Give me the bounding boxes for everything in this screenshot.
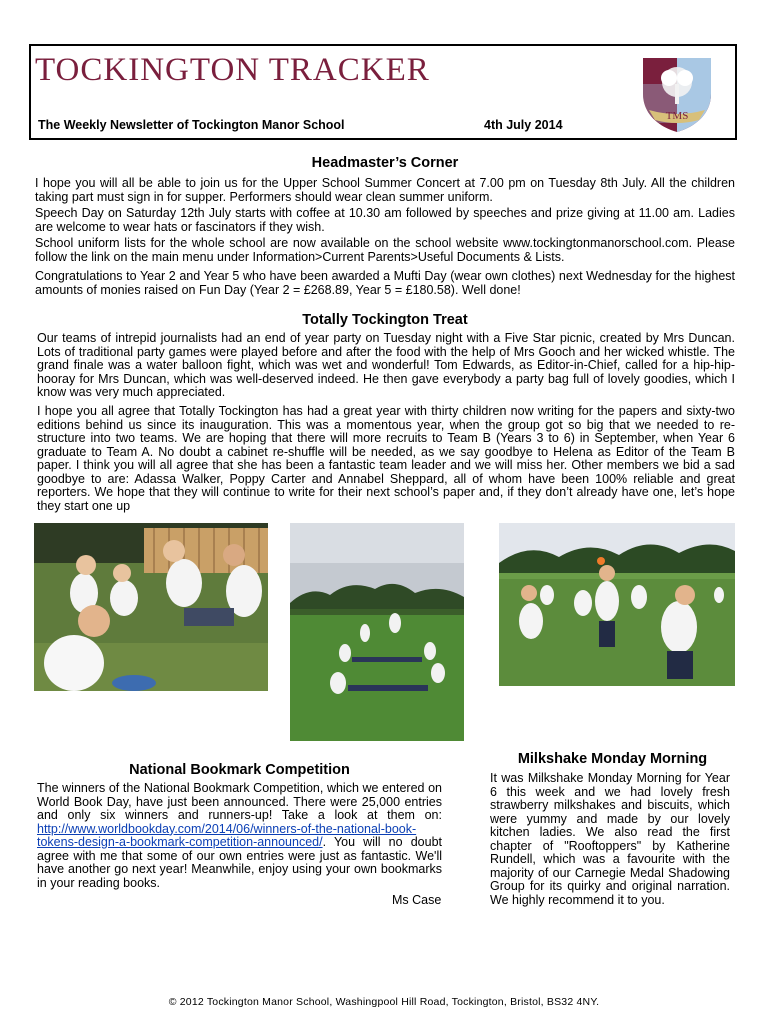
bookmark-text-intro: The winners of the National Bookmark Competition, which we entered on World Book Day, have just been announced. There were 25,000 entries and only six winners and runners-up! Take a look at them on:: [37, 781, 442, 822]
newsletter-date: 4th July 2014: [484, 118, 563, 132]
photo-water-balloon-fight: [499, 523, 735, 686]
photo-field-game: [290, 523, 464, 741]
bookmark-competition-heading: National Bookmark Competition: [129, 762, 350, 778]
newsletter-title: TOCKINGTON TRACKER: [35, 52, 430, 88]
bookmark-signature: Ms Case: [392, 893, 442, 907]
headmasters-corner-heading: Headmaster’s Corner: [311, 155, 459, 171]
headmaster-paragraph-mufti-day: Congratulations to Year 2 and Year 5 who have been awarded a Mufti Day (wear own clothes) next Wednesday for the highest amounts of monies raised on Fun Day (Year 2 = £268.89, Year 5 = £180.58). Well done!: [35, 269, 735, 297]
newsletter-subtitle: The Weekly Newsletter of Tockington Manor School: [38, 118, 345, 132]
crest-letters: TMS: [665, 110, 689, 122]
treat-paragraph-year-review: I hope you all agree that Totally Tockington has had a great year with thirty children now writing for the papers and sixty-two editions behind us since its inauguration. This was a momentous year, when the group got so big that we needed to re-structure into two teams. We are hoping that there will more recruits to Team B (Years 3 to 6) in September, when Year 6 graduate to Team A. No doubt a cabinet re-shuffle will be needed, as we say goodbye to Helena as Editor of the Team B paper. I think you will all agree that she has been a fantastic team leader and we will miss her. Other members we bid a sad goodbye to are: Adassa Walker, Poppy Carter and Annabel Sheppard, all of whom have been 100% reliable and great reporters. We hope that they will continue to write for their next school’s paper and, if they don’t already have one, let’s hope they start one up: [37, 404, 735, 513]
bookmark-competition-text: [37, 782, 442, 890]
milkshake-monday-heading: Milkshake Monday Morning: [517, 751, 708, 767]
worldbookday-link[interactable]: http://www.worldbookday.com/2014/06/winners-of-the-national-book-tokens-design-a-bookmark-competition-announced/: [37, 821, 417, 849]
headmaster-paragraph-speech-day: Speech Day on Saturday 12th July starts with coffee at 10.30 am followed by speeches and prize giving at 11.00 am. Ladies are welcome to wear hats or fascinators if they wish.: [35, 206, 735, 234]
headmaster-paragraph-concert: I hope you will all be able to join us for the Upper School Summer Concert at 7.00 pm on Tuesday 8th July. All the children taking part must sign in for supper. Performers should wear clean summer uniform.: [35, 176, 735, 204]
treat-paragraph-party: Our teams of intrepid journalists had an end of year party on Tuesday night with a Five Star picnic, created by Mrs Duncan. Lots of traditional party games were played before and after the food with the help of Mrs Gooch and her wicked whistle. The grand finale was a water balloon fight, which was wet and wonderful! Tom Edwards, as Editor-in-Chief, called for a hip-hip-hooray for Mrs Duncan, which was well-deserved indeed. He then gave everybody a party bag full of lovely goodies, which I know was very much appreciated.: [37, 331, 735, 399]
page-footer: © 2012 Tockington Manor School, Washingpool Hill Road, Tockington, Bristol, BS32 4NY.: [168, 996, 600, 1008]
milkshake-monday-text: It was Milkshake Monday Morning for Year 6 this week and we had lovely fresh strawberry milkshakes and biscuits, which were yummy and made by our lovely kitchen ladies. We also read the first chapter of "Rooftoppers" by Katherine Rundell, which was a favourite with the majority of our Carnegie Medal Shadowing Group for its quirky and original narration. We highly recommend it to you.: [490, 771, 730, 907]
masthead: [29, 44, 737, 140]
headmaster-paragraph-uniform: School uniform lists for the whole school are now available on the school website www.tockingtonmanorschool.com. Please follow the link on the main menu under Information>Current Parents>Useful Documents & Lists.: [35, 236, 735, 264]
school-crest-tree-icon: [639, 54, 715, 134]
photo-picnic-children: [34, 523, 268, 691]
totally-tockington-treat-heading: Totally Tockington Treat: [302, 312, 468, 328]
bookmark-text-outro: . You will no doubt agree with me that some of our own entries were just as fantastic. We'll have another go next year! Meanwhile, enjoy using your own bookmarks in your reading books.: [37, 835, 442, 890]
